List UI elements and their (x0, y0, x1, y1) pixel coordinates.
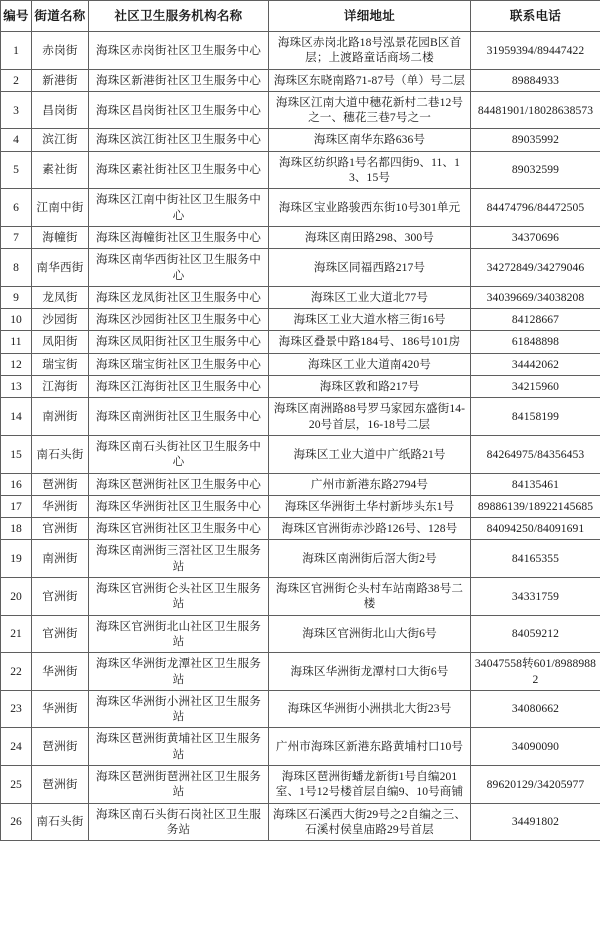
cell-phone: 89032599 (471, 151, 600, 189)
cell-street-name: 新港街 (32, 69, 89, 91)
cell-no: 12 (1, 353, 32, 375)
cell-no: 9 (1, 286, 32, 308)
cell-street-name: 官洲街 (32, 578, 89, 616)
table-row (1, 578, 600, 616)
cell-organization-name: 海珠区南华西街社区卫生服务中心 (89, 249, 269, 287)
cell-phone: 61848898 (471, 331, 600, 353)
table-row (1, 331, 600, 353)
cell-phone: 84264975/84356453 (471, 435, 600, 473)
cell-address: 海珠区东晓南路71-87号（单）号二层 (269, 69, 471, 91)
cell-organization-name: 海珠区官洲街社区卫生服务中心 (89, 518, 269, 540)
cell-no: 15 (1, 435, 32, 473)
cell-no: 19 (1, 540, 32, 578)
table-row (1, 540, 600, 578)
cell-no: 25 (1, 765, 32, 803)
cell-phone: 84094250/84091691 (471, 518, 600, 540)
table-row (1, 765, 600, 803)
cell-organization-name: 海珠区龙凤街社区卫生服务中心 (89, 286, 269, 308)
cell-phone: 34272849/34279046 (471, 249, 600, 287)
table-row (1, 435, 600, 473)
column-header-org: 社区卫生服务机构名称 (89, 1, 269, 32)
cell-organization-name: 海珠区赤岗街社区卫生服务中心 (89, 32, 269, 70)
cell-organization-name: 海珠区南洲街社区卫生服务中心 (89, 398, 269, 436)
cell-street-name: 江南中街 (32, 189, 89, 227)
cell-street-name: 赤岗街 (32, 32, 89, 70)
cell-address: 海珠区南洲街后滘大街2号 (269, 540, 471, 578)
table-row (1, 91, 600, 129)
cell-organization-name: 海珠区琶洲街琶洲社区卫生服务站 (89, 765, 269, 803)
table-row (1, 189, 600, 227)
cell-address: 海珠区工业大道南420号 (269, 353, 471, 375)
cell-organization-name: 海珠区琶洲街社区卫生服务中心 (89, 473, 269, 495)
table-row (1, 803, 600, 841)
cell-address: 海珠区琶洲街蟠龙新街1号自编201室、1号12号楼首层自编9、10号商铺 (269, 765, 471, 803)
cell-no: 13 (1, 376, 32, 398)
cell-street-name: 素社街 (32, 151, 89, 189)
cell-address: 海珠区官洲街仑头村车站南路38号二楼 (269, 578, 471, 616)
cell-address: 海珠区石溪西大街29号之2自编之三、石溪村侯皇庙路29号首层 (269, 803, 471, 841)
table-header (1, 1, 600, 32)
cell-phone: 34491802 (471, 803, 600, 841)
cell-street-name: 沙园街 (32, 309, 89, 331)
table-row (1, 495, 600, 517)
cell-street-name: 凤阳街 (32, 331, 89, 353)
table-row (1, 518, 600, 540)
cell-address: 海珠区官洲街赤沙路126号、128号 (269, 518, 471, 540)
column-header-street: 街道名称 (32, 1, 89, 32)
cell-phone: 34442062 (471, 353, 600, 375)
cell-street-name: 滨江街 (32, 129, 89, 151)
table-body (1, 32, 600, 841)
table-header-row (1, 1, 600, 32)
cell-no: 17 (1, 495, 32, 517)
cell-street-name: 江海街 (32, 376, 89, 398)
table-row (1, 69, 600, 91)
cell-no: 18 (1, 518, 32, 540)
table-row (1, 473, 600, 495)
cell-street-name: 官洲街 (32, 615, 89, 653)
cell-phone: 34090090 (471, 728, 600, 766)
table-row (1, 398, 600, 436)
cell-organization-name: 海珠区江南中街社区卫生服务中心 (89, 189, 269, 227)
cell-organization-name: 海珠区南洲街三滘社区卫生服务站 (89, 540, 269, 578)
cell-phone: 34331759 (471, 578, 600, 616)
cell-phone: 34370696 (471, 226, 600, 248)
cell-street-name: 华洲街 (32, 495, 89, 517)
cell-organization-name: 海珠区海幢街社区卫生服务中心 (89, 226, 269, 248)
cell-organization-name: 海珠区南石头街石岗社区卫生服务站 (89, 803, 269, 841)
cell-no: 1 (1, 32, 32, 70)
cell-organization-name: 海珠区滨江街社区卫生服务中心 (89, 129, 269, 151)
column-header-no: 编号 (1, 1, 32, 32)
cell-phone: 34039669/34038208 (471, 286, 600, 308)
cell-organization-name: 海珠区新港街社区卫生服务中心 (89, 69, 269, 91)
cell-no: 14 (1, 398, 32, 436)
cell-street-name: 琶洲街 (32, 765, 89, 803)
cell-address: 海珠区赤岗北路18号泓景花园B区首层；上渡路童话商场二楼 (269, 32, 471, 70)
cell-street-name: 华洲街 (32, 690, 89, 728)
cell-address: 海珠区工业大道中广纸路21号 (269, 435, 471, 473)
table-row (1, 32, 600, 70)
cell-address: 海珠区纺织路1号名都四街9、11、13、15号 (269, 151, 471, 189)
cell-address: 海珠区同福西路217号 (269, 249, 471, 287)
cell-address: 海珠区工业大道水榕三街16号 (269, 309, 471, 331)
table-row (1, 151, 600, 189)
cell-phone: 84474796/84472505 (471, 189, 600, 227)
cell-phone: 34080662 (471, 690, 600, 728)
cell-phone: 89884933 (471, 69, 600, 91)
cell-address: 海珠区宝业路骏西东街10号301单元 (269, 189, 471, 227)
cell-organization-name: 海珠区琶洲街黄埔社区卫生服务站 (89, 728, 269, 766)
table-row (1, 309, 600, 331)
cell-address: 海珠区南华东路636号 (269, 129, 471, 151)
cell-street-name: 南华西街 (32, 249, 89, 287)
cell-phone: 89620129/34205977 (471, 765, 600, 803)
cell-no: 5 (1, 151, 32, 189)
cell-street-name: 龙凤街 (32, 286, 89, 308)
cell-no: 23 (1, 690, 32, 728)
cell-organization-name: 海珠区官洲街北山社区卫生服务站 (89, 615, 269, 653)
cell-organization-name: 海珠区素社街社区卫生服务中心 (89, 151, 269, 189)
cell-organization-name: 海珠区昌岗街社区卫生服务中心 (89, 91, 269, 129)
cell-phone: 31959394/89447422 (471, 32, 600, 70)
cell-address: 海珠区江南大道中穗花新村二巷12号之一、穗花三巷7号之一 (269, 91, 471, 129)
cell-street-name: 瑞宝街 (32, 353, 89, 375)
cell-phone: 84481901/18028638573 (471, 91, 600, 129)
cell-phone: 84158199 (471, 398, 600, 436)
cell-phone: 84165355 (471, 540, 600, 578)
cell-organization-name: 海珠区华洲街社区卫生服务中心 (89, 495, 269, 517)
cell-address: 海珠区叠景中路184号、186号101房 (269, 331, 471, 353)
cell-street-name: 琶洲街 (32, 728, 89, 766)
cell-address: 海珠区华洲街龙潭村口大街6号 (269, 653, 471, 691)
cell-organization-name: 海珠区江海街社区卫生服务中心 (89, 376, 269, 398)
cell-no: 16 (1, 473, 32, 495)
cell-no: 22 (1, 653, 32, 691)
cell-no: 24 (1, 728, 32, 766)
cell-address: 海珠区南洲路88号罗马家园东盛街14-20号首层，16-18号二层 (269, 398, 471, 436)
cell-organization-name: 海珠区沙园街社区卫生服务中心 (89, 309, 269, 331)
cell-address: 海珠区华洲街小洲拱北大街23号 (269, 690, 471, 728)
cell-address: 海珠区敦和路217号 (269, 376, 471, 398)
cell-street-name: 南洲街 (32, 540, 89, 578)
cell-address: 广州市海珠区新港东路黄埔村口10号 (269, 728, 471, 766)
cell-no: 2 (1, 69, 32, 91)
cell-address: 海珠区工业大道北77号 (269, 286, 471, 308)
table-row (1, 728, 600, 766)
table-row (1, 353, 600, 375)
cell-phone: 89035992 (471, 129, 600, 151)
table-row (1, 286, 600, 308)
cell-no: 4 (1, 129, 32, 151)
cell-street-name: 海幢街 (32, 226, 89, 248)
cell-organization-name: 海珠区华洲街小洲社区卫生服务站 (89, 690, 269, 728)
cell-phone: 84128667 (471, 309, 600, 331)
cell-street-name: 华洲街 (32, 653, 89, 691)
cell-street-name: 官洲街 (32, 518, 89, 540)
table-row (1, 653, 600, 691)
table-row (1, 376, 600, 398)
cell-street-name: 南石头街 (32, 803, 89, 841)
cell-address: 海珠区南田路298、300号 (269, 226, 471, 248)
table-row (1, 249, 600, 287)
cell-no: 20 (1, 578, 32, 616)
cell-phone: 89886139/18922145685 (471, 495, 600, 517)
cell-phone: 84059212 (471, 615, 600, 653)
cell-address: 广州市新港东路2794号 (269, 473, 471, 495)
cell-organization-name: 海珠区凤阳街社区卫生服务中心 (89, 331, 269, 353)
cell-address: 海珠区官洲街北山大街6号 (269, 615, 471, 653)
cell-street-name: 昌岗街 (32, 91, 89, 129)
column-header-phone: 联系电话 (471, 1, 600, 32)
cell-phone: 34047558转601/89889882 (471, 653, 600, 691)
table-row (1, 615, 600, 653)
cell-no: 3 (1, 91, 32, 129)
cell-no: 21 (1, 615, 32, 653)
cell-no: 6 (1, 189, 32, 227)
table-row (1, 226, 600, 248)
cell-address: 海珠区华洲街土华村新埗头东1号 (269, 495, 471, 517)
cell-organization-name: 海珠区南石头街社区卫生服务中心 (89, 435, 269, 473)
cell-phone: 34215960 (471, 376, 600, 398)
cell-organization-name: 海珠区瑞宝街社区卫生服务中心 (89, 353, 269, 375)
cell-organization-name: 海珠区官洲街仑头社区卫生服务站 (89, 578, 269, 616)
cell-no: 26 (1, 803, 32, 841)
cell-street-name: 南石头街 (32, 435, 89, 473)
cell-no: 10 (1, 309, 32, 331)
cell-street-name: 琶洲街 (32, 473, 89, 495)
cell-no: 7 (1, 226, 32, 248)
cell-street-name: 南洲街 (32, 398, 89, 436)
table-row (1, 129, 600, 151)
table-row (1, 690, 600, 728)
cell-no: 8 (1, 249, 32, 287)
column-header-address: 详细地址 (269, 1, 471, 32)
cell-phone: 84135461 (471, 473, 600, 495)
cell-no: 11 (1, 331, 32, 353)
cell-organization-name: 海珠区华洲街龙潭社区卫生服务站 (89, 653, 269, 691)
